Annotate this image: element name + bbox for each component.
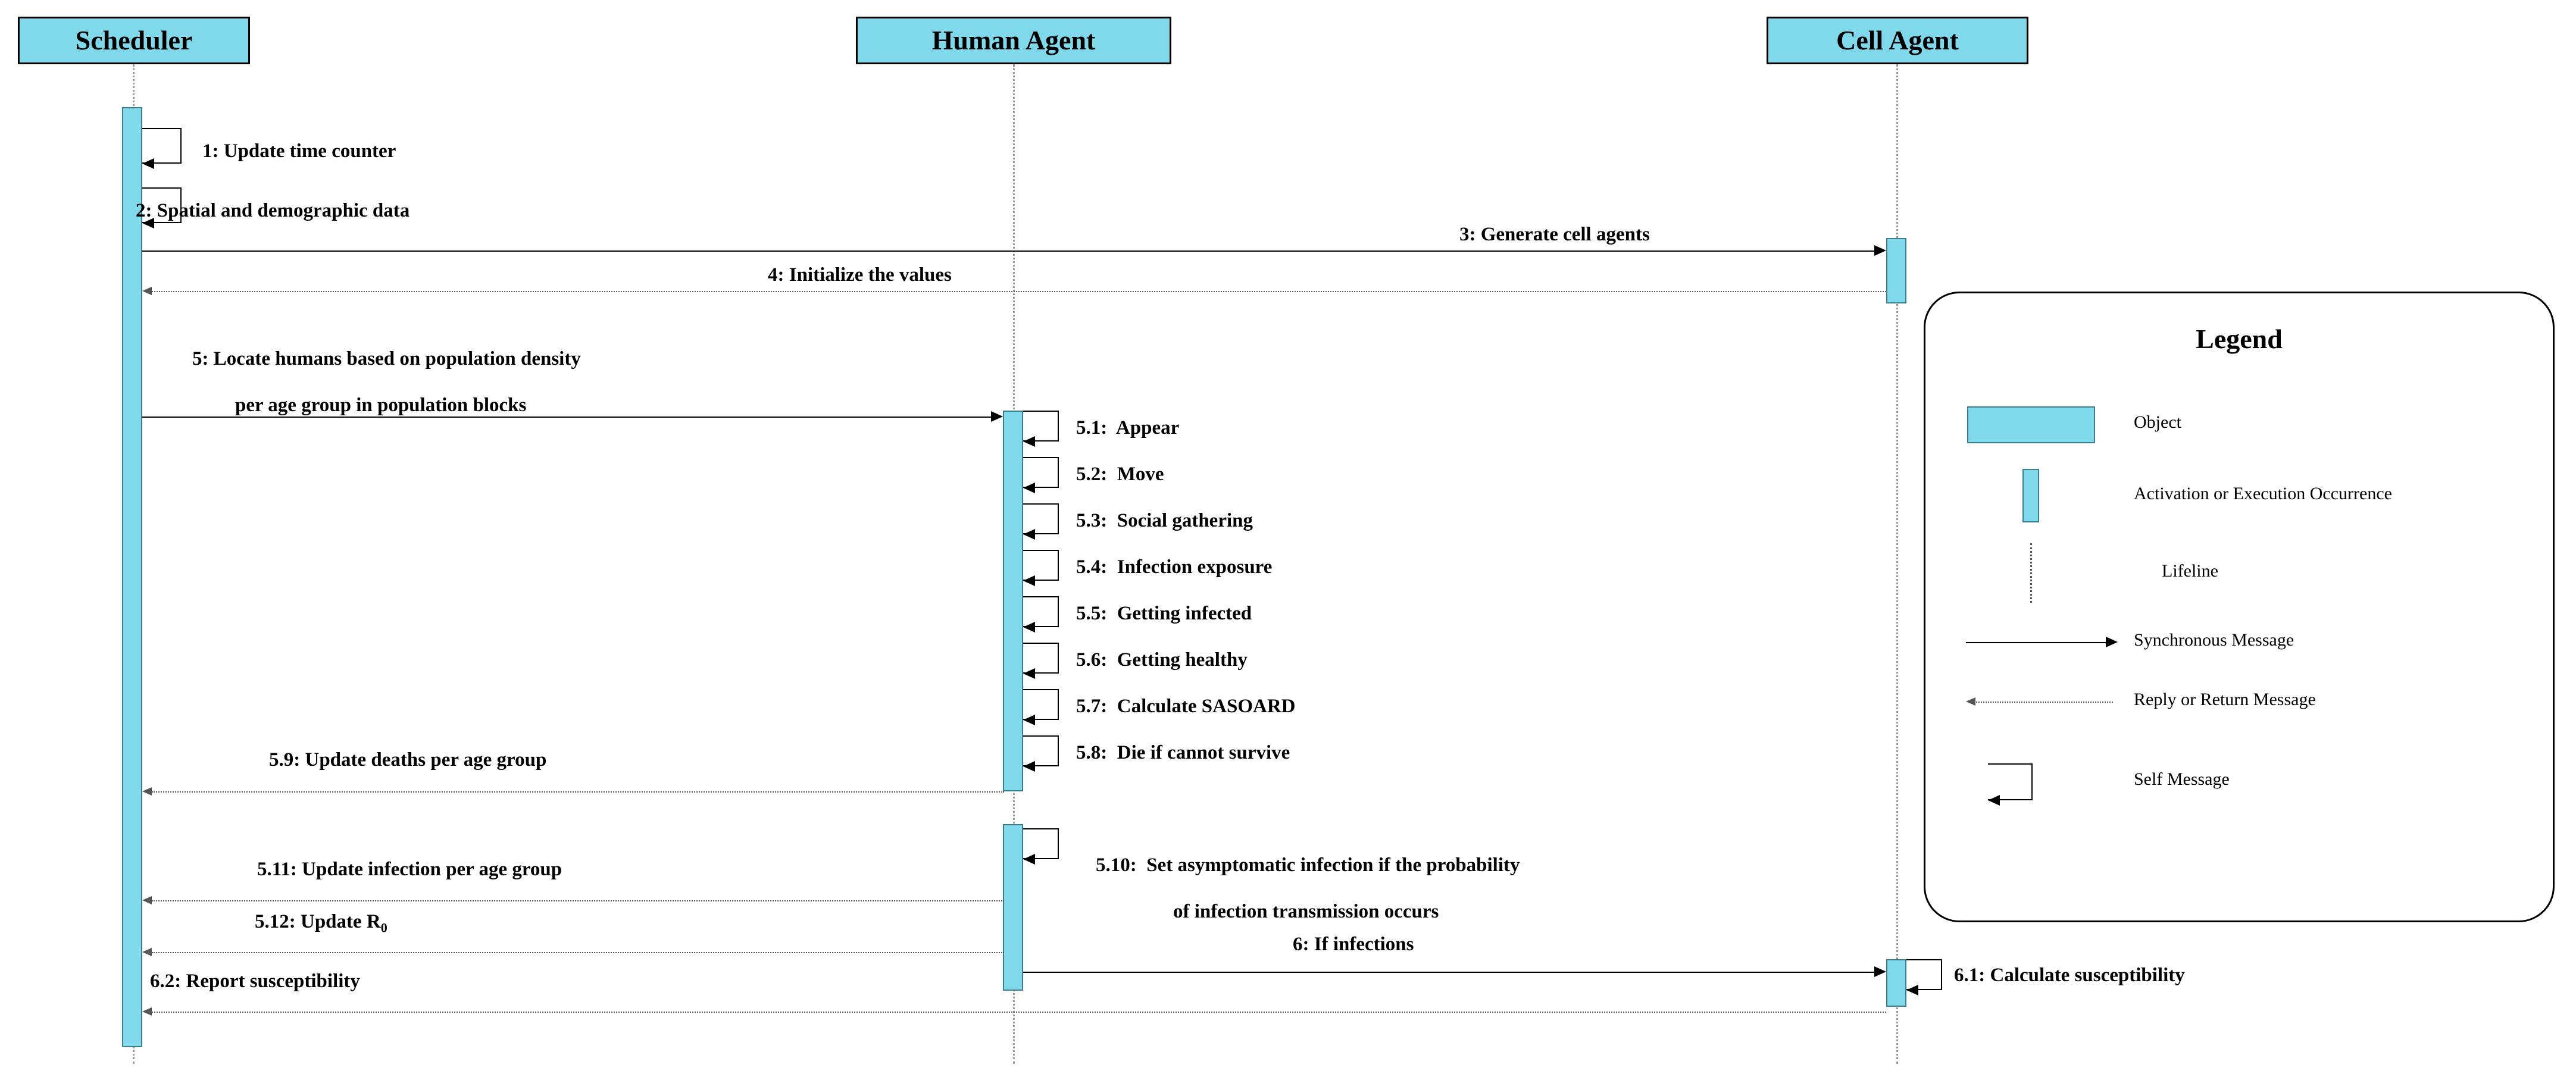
self-message-5-5-arrowhead [1023,622,1035,632]
activation-human-agent-second [1003,824,1023,991]
message-6-label: 6: If infections [1293,934,1414,955]
message-5-3-label: 5.3: Social gathering [1076,510,1253,531]
participant-scheduler[interactable] [18,17,250,64]
legend-synchronous-label: Synchronous Message [2134,630,2294,650]
activation-cell-agent-top [1886,238,1906,303]
self-message-5-7-arrowhead [1023,715,1035,725]
message-5-label-line1: 5: Locate humans based on population density [192,347,581,370]
message-5-11-label: 5.11: Update infection per age group [257,859,562,880]
message-5-2-label: 5.2: Move [1076,464,1164,485]
self-message-5-6-arrowhead [1023,668,1035,679]
legend-reply-arrowhead [1966,697,1975,706]
message-5-12-arrowhead [142,948,152,956]
message-5-9-line [152,791,1004,793]
message-3-label: 3: Generate cell agents [1459,224,1650,245]
self-message-5-2-arrowhead [1023,483,1035,493]
message-5-arrowhead [991,411,1003,422]
message-4-arrowhead [142,287,152,295]
message-1-label: 1: Update time counter [202,140,396,162]
message-3-arrowhead [1874,245,1886,256]
participant-human-agent-label: Human Agent [931,25,1096,55]
legend-title: Legend [2196,324,2283,354]
legend-self-message-arrowhead [1988,795,2000,806]
self-message-5-3-arrowhead [1023,529,1035,540]
message-5-9-arrowhead [142,787,152,796]
message-5-12-label-text: 5.12: Update R [255,911,381,932]
message-5-12-subscript: 0 [380,920,387,935]
self-message-1-arrowhead [142,158,154,169]
legend-synchronous-line [1966,642,2109,643]
lifeline-cell-agent [1896,64,1898,1064]
message-5-12-line [152,952,1004,953]
message-5-8-label: 5.8: Die if cannot survive [1076,742,1290,763]
legend-lifeline-swatch [2030,543,2032,603]
legend-object-swatch [1967,406,2095,443]
message-6-2-line [152,1012,1886,1013]
message-5-label-line2: per age group in population blocks [235,394,527,416]
message-5-7-label: 5.7: Calculate SASOARD [1076,696,1296,717]
legend-reply-label: Reply or Return Message [2134,690,2316,709]
message-5-4-label: 5.4: Infection exposure [1076,556,1273,578]
legend-activation-swatch [2022,469,2039,522]
message-6-line [1023,972,1877,973]
participant-scheduler-label: Scheduler [75,25,193,55]
legend-self-label: Self Message [2134,769,2230,789]
legend-activation-label: Activation or Execution Occurrence [2134,484,2392,503]
message-4-line [152,291,1886,292]
message-3-line [142,251,1877,252]
activation-cell-agent-bottom [1886,959,1906,1007]
message-5-1-label: 5.1: Appear [1076,417,1180,439]
self-message-6-1-arrowhead [1906,985,1918,995]
activation-human-agent-main [1003,411,1023,791]
message-5-10-label-line2: of infection transmission occurs [1173,900,1439,922]
message-4-label: 4: Initialize the values [768,264,952,286]
legend-panel [1924,292,2555,922]
message-5-10-label [1076,831,1520,947]
self-message-5-8-arrowhead [1023,761,1035,772]
message-2-label: 2: Spatial and demographic data [136,200,410,221]
message-5-11-line [152,900,1004,901]
message-5-5-label: 5.5: Getting infected [1076,603,1252,624]
participant-cell-agent-label: Cell Agent [1836,25,1959,55]
message-6-2-label: 6.2: Report susceptibility [150,970,360,992]
self-message-5-10-arrowhead [1023,854,1035,865]
legend-lifeline-label: Lifeline [2162,561,2218,581]
legend-reply-line [1976,702,2113,703]
message-5-11-arrowhead [142,896,152,904]
self-message-5-1-arrowhead [1023,436,1035,447]
legend-synchronous-arrowhead [2106,637,2118,647]
message-5-label [173,324,581,440]
message-6-1-label: 6.1: Calculate susceptibility [1954,965,2185,986]
activation-scheduler [122,107,142,1047]
participant-human-agent[interactable] [856,17,1171,64]
message-6-arrowhead [1874,966,1886,977]
message-6-2-arrowhead [142,1007,152,1016]
message-5-6-label: 5.6: Getting healthy [1076,649,1248,671]
legend-object-label: Object [2134,412,2181,432]
participant-cell-agent[interactable] [1767,17,2028,64]
message-5-12-label [255,910,387,936]
self-message-5-4-arrowhead [1023,575,1035,586]
message-5-10-label-line1: 5.10: Set asymptomatic infection if the probability [1096,854,1520,876]
message-5-9-label: 5.9: Update deaths per age group [269,749,547,771]
